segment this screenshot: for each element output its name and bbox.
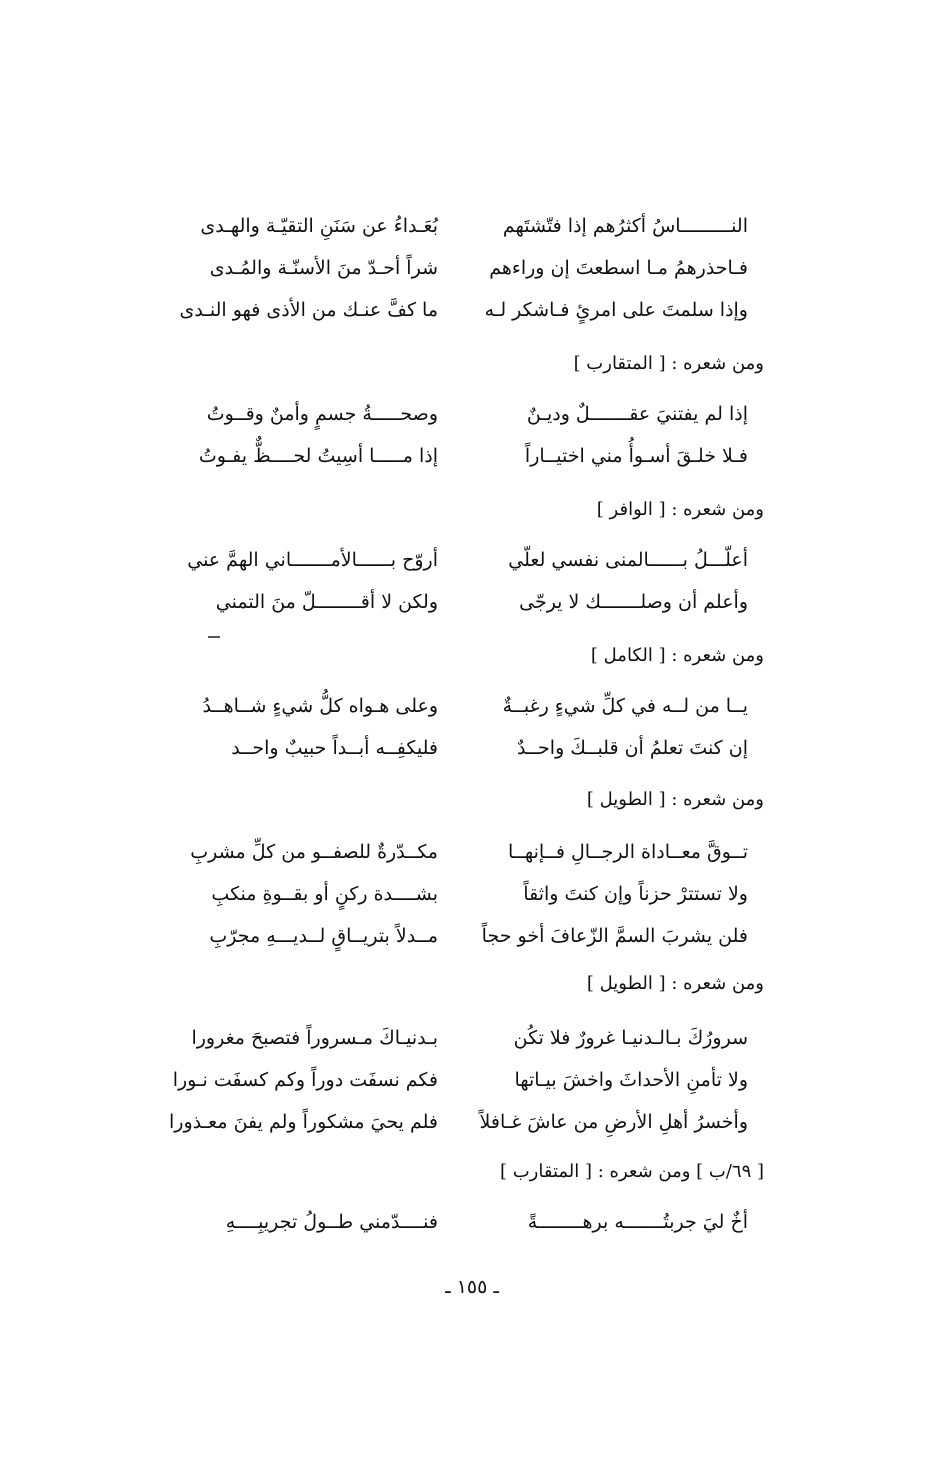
second-hemistich: مكــدّرةٌ للصفــو من كلِّ مشربِ (190, 841, 438, 863)
first-hemistich: ولا تستترْ حزناً وإن كنتَ واثقاً (523, 883, 748, 905)
verse (169, 1102, 748, 1142)
poem-3-verses (188, 540, 748, 624)
first-hemistich: فـاحذرهمُ مـا اسطعتَ إن وراءهم (489, 257, 748, 279)
second-hemistich: فنــــدّمني طــولُ تجريبِــــهِ (225, 1211, 438, 1233)
poem-heading: [ ٦٩/ب ] ومن شعره : [ المتقارب ] (499, 1161, 764, 1182)
poem-1 (179, 206, 748, 326)
poem-2 (184, 344, 764, 384)
poem-heading: ومن شعره : [ الوافر ] (596, 499, 764, 520)
verse (188, 394, 748, 434)
first-hemistich: وإذا سلمتَ على امرئٍ فـاشكر لـه (484, 299, 748, 321)
second-hemistich: وصحـــــةُ جسمٍ وأمنٌ وقــوتُ (206, 403, 438, 425)
second-hemistich: ولكن لا أقــــــــلّ منَ التمني (215, 591, 438, 613)
page-number: ـ ١٥٥ ـ (445, 1276, 499, 1298)
verse (188, 686, 748, 726)
poem-6-verses (169, 1018, 748, 1144)
second-hemistich: بـدنيـاكَ مـسروراً فتصبحَ مغرورا (191, 1027, 438, 1049)
first-hemistich: سرورُكَ بـالـدنيـا غرورٌ فلا تكُن (513, 1027, 748, 1049)
verse (188, 540, 748, 580)
poem-heading: ومن شعره : [ الكامل ] (590, 645, 764, 666)
poem-7-verses (188, 1202, 748, 1244)
verse (172, 1060, 748, 1100)
second-hemistich: بُعَـداءُ عن سَنَنِ التقيّـة والهـدى (200, 215, 438, 237)
second-hemistich: فلم يحيَ مشكوراً ولم يفنَ معـذورا (169, 1111, 438, 1133)
verse (188, 206, 748, 246)
first-hemistich: النـــــــــاسُ أكثرُهم إذا فتّشتَهم (502, 215, 748, 237)
poem-5 (184, 780, 764, 820)
verse (188, 1202, 748, 1242)
first-hemistich: أخٌ ليَ جربتُـــــــه برهــــــــةً (527, 1211, 748, 1233)
second-hemistich: بشــــدة ركنٍ أو بقــوةِ منكبِ (211, 883, 438, 905)
second-hemistich: مــدلاً بتريــاقٍ لــديـــهِ مجرّبِ (209, 925, 438, 947)
poem-7 (184, 1152, 764, 1192)
first-hemistich: أعلّـــلُ بــــــالمنى نفسي لعلّي (508, 549, 748, 571)
first-hemistich: وأخسرُ أهلِ الأرضِ من عاشَ غـافلاً (479, 1111, 748, 1133)
first-hemistich: فـلا خلـقَ أسـوأُ مني اختيــاراً (524, 445, 748, 467)
first-hemistich: إن كنتَ تعلمُ أن قلبــكَ واحــدٌ (516, 737, 748, 759)
verse (188, 248, 748, 288)
poem-4 (184, 636, 764, 676)
first-hemistich: وأعلم أن وصلـــــــك لا يرجّى (519, 591, 748, 613)
poem-5-verses (188, 832, 748, 958)
poem-4-verses (188, 686, 748, 770)
first-hemistich: إذا لم يفتنيَ عقـــــــلٌ وديـنٌ (526, 403, 748, 425)
poem-heading: ومن شعره : [ المتقارب ] (573, 353, 764, 374)
poem-3 (184, 490, 764, 530)
verse (188, 582, 748, 622)
verse (188, 436, 748, 476)
poem-heading: ومن شعره : [ الطويل ] (586, 789, 764, 810)
poem-heading: ومن شعره : [ الطويل ] (586, 973, 764, 994)
second-hemistich: فكم نسفَت دوراً وكم كسفَت نـورا (172, 1069, 438, 1091)
verse (188, 832, 748, 872)
second-hemistich: ما كفَّ عنـك من الأذى فهو النـدى (179, 299, 438, 321)
first-hemistich: يــا من لــه في كلِّ شيءٍ رغبــةٌ (502, 695, 748, 717)
second-hemistich: فليكفِــه أبــداً حبيبٌ واحــد (231, 737, 438, 759)
second-hemistich: إذا مـــــا أسِيتُ لحــــظٌّ يفـوتُ (198, 445, 438, 467)
verse (188, 874, 748, 914)
verse (188, 1018, 748, 1058)
second-hemistich: وعلى هـواه كلُّ شيءٍ شــاهــدُ (202, 695, 438, 717)
first-hemistich: فلن يشربَ السمَّ الزّعافَ أخو حجاً (481, 925, 748, 947)
poem-6 (184, 964, 764, 1004)
first-hemistich: تــوقَّ معــاداة الرجــالِ فــإنهــا (507, 841, 748, 863)
first-hemistich: ولا تأمنِ الأحداثَ واخشَ بيـاتها (514, 1069, 748, 1091)
verse (188, 916, 748, 956)
second-hemistich: شراً أحـدّ منَ الأسنّـة والمُـدى (209, 257, 438, 279)
poem-2-verses (188, 394, 748, 478)
verse (188, 728, 748, 768)
verse (179, 290, 748, 330)
second-hemistich: أروّح بــــــالأمـــــــاني الهمَّ عني (187, 549, 438, 571)
